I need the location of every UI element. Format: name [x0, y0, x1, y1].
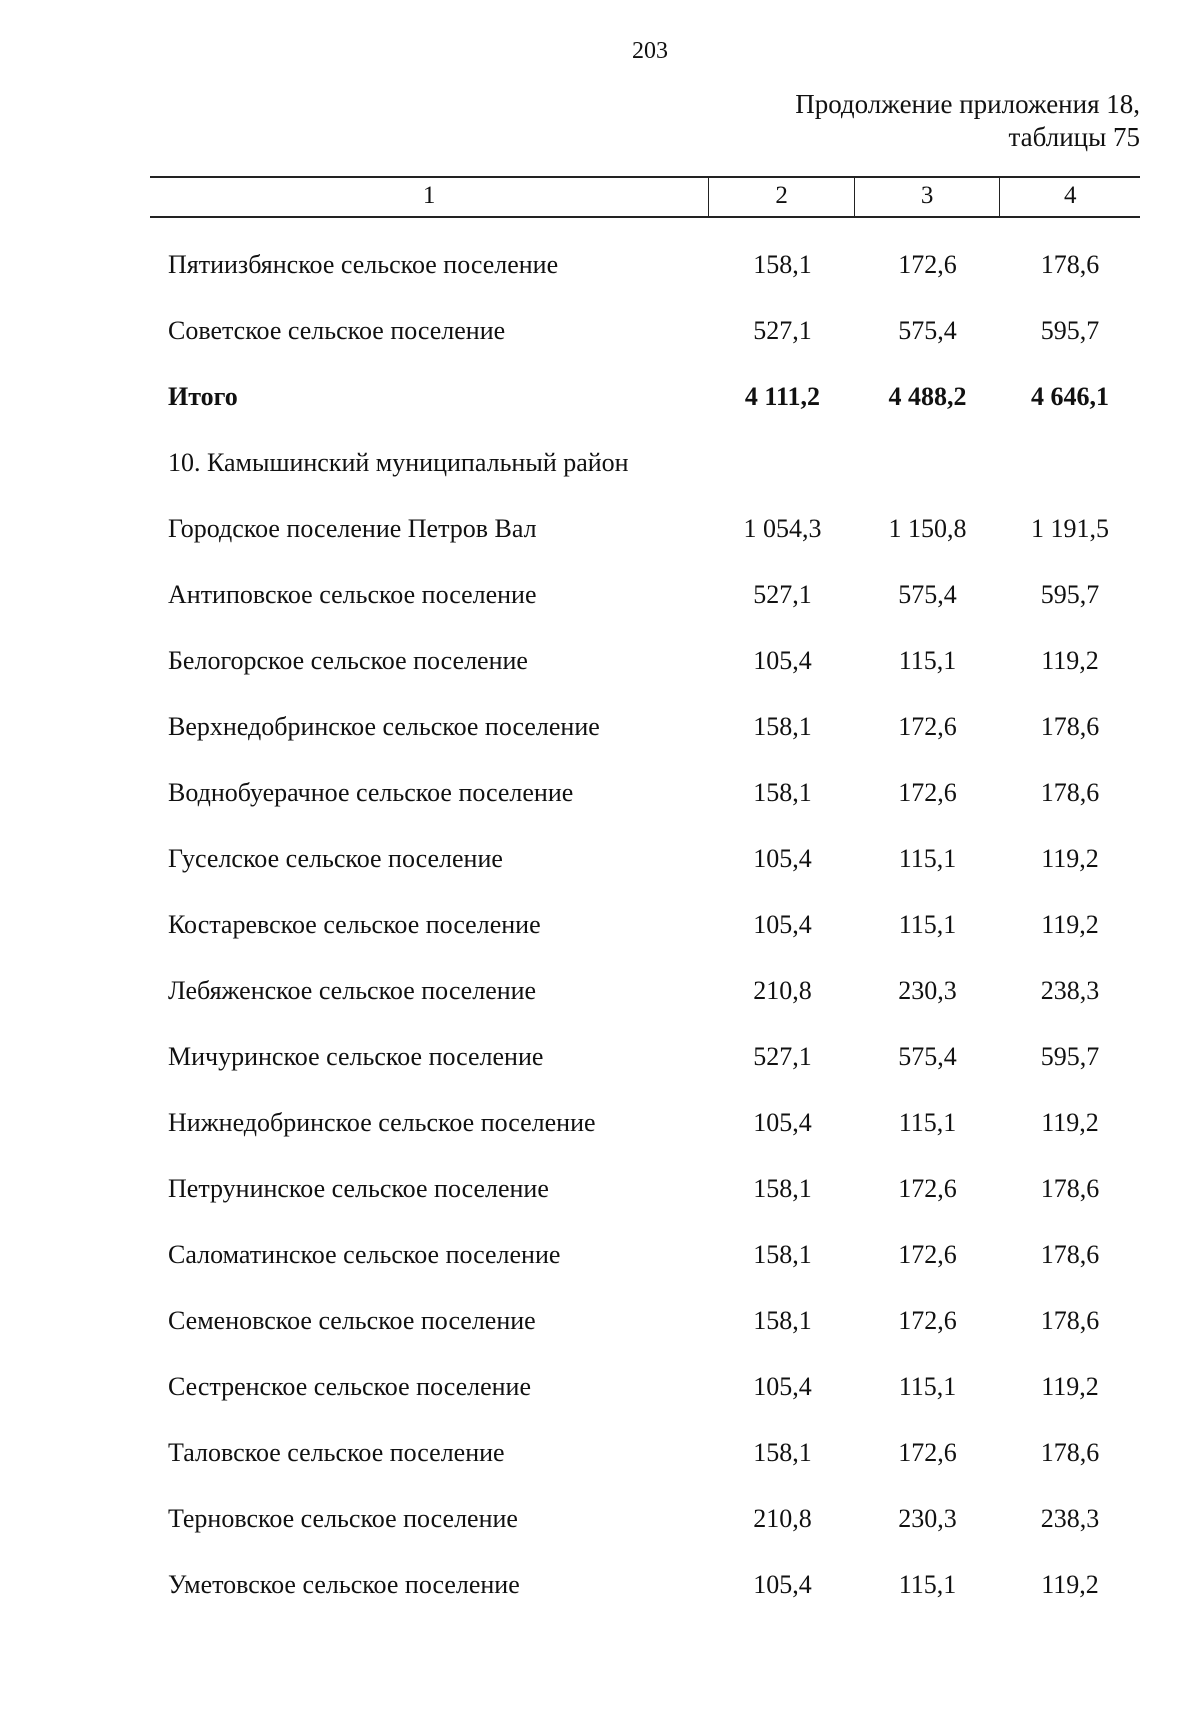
row-name: Нижнедобринское сельское поселение [168, 1108, 596, 1137]
row-name: Антиповское сельское поселение [168, 580, 537, 609]
row-value-col-4: 178,6 [1040, 778, 1100, 807]
row-value-col-2: 527,1 [753, 580, 812, 609]
row-value-col-4: 178,6 [1040, 1174, 1100, 1203]
row-value-col-3: 4 488,2 [888, 382, 967, 411]
table-row [150, 892, 1150, 958]
header-col-4: 4 [999, 178, 1140, 216]
row-value-col-2: 158,1 [753, 250, 812, 279]
row-name: 10. Камышинский муниципальный район [168, 448, 629, 477]
row-value-col-3: 115,1 [898, 1108, 957, 1137]
row-value-col-2: 210,8 [753, 1504, 812, 1533]
row-value-col-3: 1 150,8 [888, 514, 967, 543]
row-value-col-2: 105,4 [753, 1108, 812, 1137]
row-value-col-2: 158,1 [753, 1306, 812, 1335]
table-row [150, 628, 1150, 694]
row-name: Верхнедобринское сельское поселение [168, 712, 600, 741]
table-header [150, 176, 1140, 218]
row-value-col-2: 4 111,2 [744, 382, 821, 411]
table-row [150, 1552, 1150, 1618]
row-value-col-4: 595,7 [1040, 316, 1100, 345]
continuation-line-2: таблицы 75 [1008, 122, 1140, 152]
row-value-col-2: 158,1 [753, 1240, 812, 1269]
row-value-col-4: 178,6 [1040, 250, 1100, 279]
table-row [150, 1024, 1150, 1090]
row-value-col-2: 105,4 [753, 646, 812, 675]
row-name: Итого [168, 382, 238, 411]
row-value-col-2: 105,4 [753, 1570, 812, 1599]
row-value-col-2: 527,1 [753, 1042, 812, 1071]
row-name: Саломатинское сельское поселение [168, 1240, 561, 1269]
table-row [150, 562, 1150, 628]
row-value-col-3: 172,6 [898, 1438, 957, 1467]
table-row [150, 430, 1150, 496]
row-value-col-2: 105,4 [753, 844, 812, 873]
row-value-col-4: 119,2 [1041, 646, 1099, 675]
row-name: Городское поселение Петров Вал [168, 514, 537, 543]
row-value-col-2: 158,1 [753, 1174, 812, 1203]
row-name: Лебяженское сельское поселение [168, 976, 537, 1005]
row-value-col-2: 158,1 [753, 1438, 812, 1467]
table-row [150, 1420, 1150, 1486]
table-row [150, 826, 1150, 892]
row-name: Советское сельское поселение [168, 316, 506, 345]
row-value-col-4: 119,2 [1041, 1372, 1099, 1401]
row-value-col-3: 575,4 [898, 580, 957, 609]
table-row [150, 694, 1150, 760]
row-value-col-3: 115,1 [898, 1570, 957, 1599]
continuation-note [795, 88, 1140, 154]
row-value-col-4: 178,6 [1040, 1240, 1100, 1269]
row-value-col-3: 172,6 [898, 778, 957, 807]
table-row [150, 958, 1150, 1024]
table-row [150, 298, 1150, 364]
row-value-col-3: 172,6 [898, 1306, 957, 1335]
row-value-col-4: 178,6 [1040, 1306, 1100, 1335]
page-number: 203 [632, 38, 668, 64]
row-value-col-2: 527,1 [753, 316, 812, 345]
header-col-1: 1 [422, 182, 436, 209]
row-value-col-2: 158,1 [753, 712, 812, 741]
table-row [150, 364, 1150, 430]
row-value-col-4: 119,2 [1041, 1108, 1099, 1137]
table-row [150, 496, 1150, 562]
row-name: Мичуринское сельское поселение [168, 1042, 544, 1071]
row-name: Петрунинское сельское поселение [168, 1174, 549, 1203]
row-name: Костаревское сельское поселение [168, 910, 541, 939]
row-name: Воднобуерачное сельское поселение [168, 778, 574, 807]
row-value-col-4: 1 191,5 [1031, 514, 1109, 543]
table-row [150, 232, 1150, 298]
row-value-col-3: 172,6 [898, 1240, 957, 1269]
row-value-col-4: 595,7 [1040, 580, 1100, 609]
table-row [150, 1288, 1150, 1354]
row-value-col-4: 178,6 [1040, 1438, 1100, 1467]
row-value-col-2: 105,4 [753, 910, 812, 939]
row-value-col-4: 238,3 [1040, 976, 1100, 1005]
table-body [150, 232, 1150, 1618]
row-name: Таловское сельское поселение [168, 1438, 505, 1467]
table-row [150, 1090, 1150, 1156]
row-value-col-3: 172,6 [898, 712, 957, 741]
row-value-col-3: 115,1 [898, 1372, 957, 1401]
row-name: Сестренское сельское поселение [168, 1372, 532, 1401]
row-value-col-3: 115,1 [898, 646, 957, 675]
row-value-col-4: 119,2 [1041, 844, 1099, 873]
header-col-2: 2 [708, 178, 854, 216]
row-value-col-2: 1 054,3 [743, 514, 822, 543]
row-value-col-3: 230,3 [898, 976, 957, 1005]
row-value-col-4: 4 646,1 [1031, 382, 1109, 411]
table-row [150, 1486, 1150, 1552]
row-value-col-3: 230,3 [898, 1504, 957, 1533]
row-value-col-3: 172,6 [898, 250, 957, 279]
row-value-col-4: 119,2 [1041, 1570, 1099, 1599]
row-value-col-3: 575,4 [898, 316, 957, 345]
header-col-3: 3 [854, 178, 1000, 216]
row-value-col-4: 119,2 [1041, 910, 1099, 939]
row-name: Пятиизбянское сельское поселение [168, 250, 559, 279]
row-name: Уметовское сельское поселение [168, 1570, 520, 1599]
row-value-col-2: 158,1 [753, 778, 812, 807]
row-value-col-2: 105,4 [753, 1372, 812, 1401]
continuation-line-1: Продолжение приложения 18, [795, 89, 1140, 119]
row-value-col-3: 575,4 [898, 1042, 957, 1071]
row-name: Гуселское сельское поселение [168, 844, 503, 873]
row-value-col-4: 595,7 [1040, 1042, 1100, 1071]
row-value-col-4: 238,3 [1040, 1504, 1100, 1533]
row-value-col-4: 178,6 [1040, 712, 1100, 741]
row-value-col-3: 115,1 [898, 844, 957, 873]
row-name: Семеновское сельское поселение [168, 1306, 536, 1335]
row-name: Белогорское сельское поселение [168, 646, 528, 675]
row-value-col-2: 210,8 [753, 976, 812, 1005]
table-row [150, 760, 1150, 826]
table-row [150, 1354, 1150, 1420]
table-row [150, 1156, 1150, 1222]
table-row [150, 1222, 1150, 1288]
row-name: Терновское сельское поселение [168, 1504, 518, 1533]
row-value-col-3: 115,1 [898, 910, 957, 939]
row-value-col-3: 172,6 [898, 1174, 957, 1203]
